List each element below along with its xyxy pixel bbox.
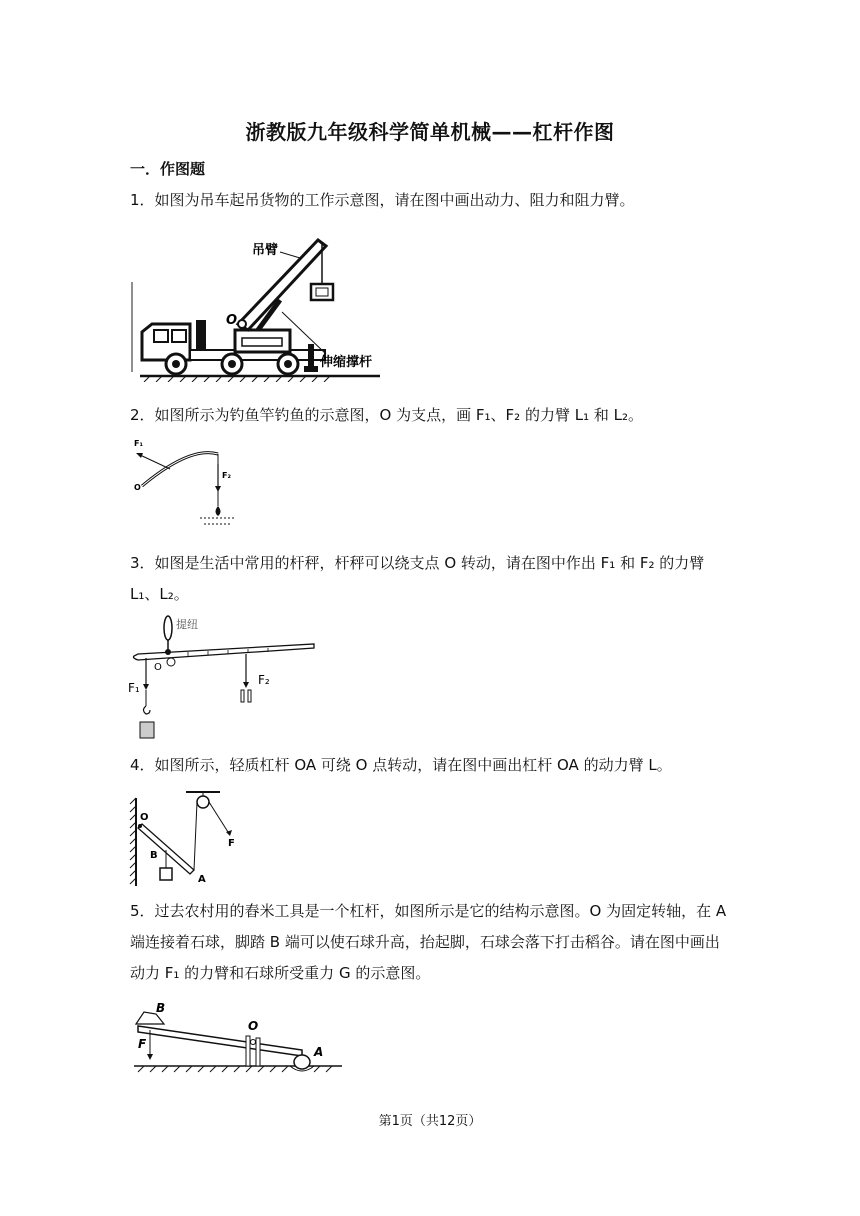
rod-f1-label: F₁: [134, 439, 143, 448]
pounder-b-label: B: [156, 1001, 166, 1015]
rod-o-label: O: [134, 483, 141, 492]
question-1: 1．如图为吊车起吊货物的工作示意图，请在图中画出动力、阻力和阻力臂。: [130, 191, 635, 209]
page-title: 浙教版九年级科学简单机械——杠杆作图: [245, 120, 615, 144]
question-4: 4．如图所示，轻质杠杆 OA 可绕 O 点转动，请在图中画出杠杆 OA 的动力臂 L。: [130, 756, 672, 774]
fishing-rod-figure: [130, 436, 260, 536]
lever-oa-figure: [128, 788, 238, 888]
steelyard-f1-label: F₁: [128, 681, 140, 695]
steelyard-f2-label: F₂: [258, 673, 270, 687]
steelyard-figure: [128, 614, 318, 744]
page-footer: 第1页（共12页）: [378, 1114, 482, 1129]
question-2: 2．如图所示为钓鱼竿钓鱼的示意图，O 为支点，画 F₁、F₂ 的力臂 L₁ 和 L₂。: [130, 406, 643, 424]
section-heading: 一．作图题: [130, 160, 206, 178]
rod-f2-label: F₂: [222, 471, 231, 480]
pounder-a-label: A: [314, 1045, 324, 1059]
crane-strut-label: 伸缩撑杆: [320, 355, 373, 370]
lever-b-label: B: [150, 850, 158, 861]
rice-pounder-figure: [130, 1000, 345, 1075]
lever-o-label: O: [140, 812, 149, 823]
pounder-f-label: F: [138, 1037, 147, 1051]
lever-a-label: A: [198, 874, 206, 885]
crane-arm-label: 吊臂: [252, 243, 279, 258]
steelyard-o-label: O: [154, 662, 162, 673]
crane-pivot-label: O: [226, 313, 238, 328]
crane-truck-figure: [130, 232, 390, 382]
pounder-o-label: O: [248, 1019, 259, 1033]
question-5: 5．过去农村用的舂米工具是一个杠杆，如图所示是它的结构示意图。O 为固定转轴，在 A 端连接着石球，脚踏 B 端可以使石球升高，抬起脚，石球会落下打击稻谷。请在图中画出动力 F₁ 的力臂和石球所受重力 G 的示意图。: [130, 902, 727, 982]
lever-f-label: F: [228, 838, 235, 849]
question-3: 3．如图是生活中常用的杆秤，杆秤可以绕支点 O 转动，请在图中作出 F₁ 和 F₂ 的力臂 L₁、L₂。: [130, 554, 705, 603]
steelyard-knob-label: 提纽: [176, 618, 198, 631]
